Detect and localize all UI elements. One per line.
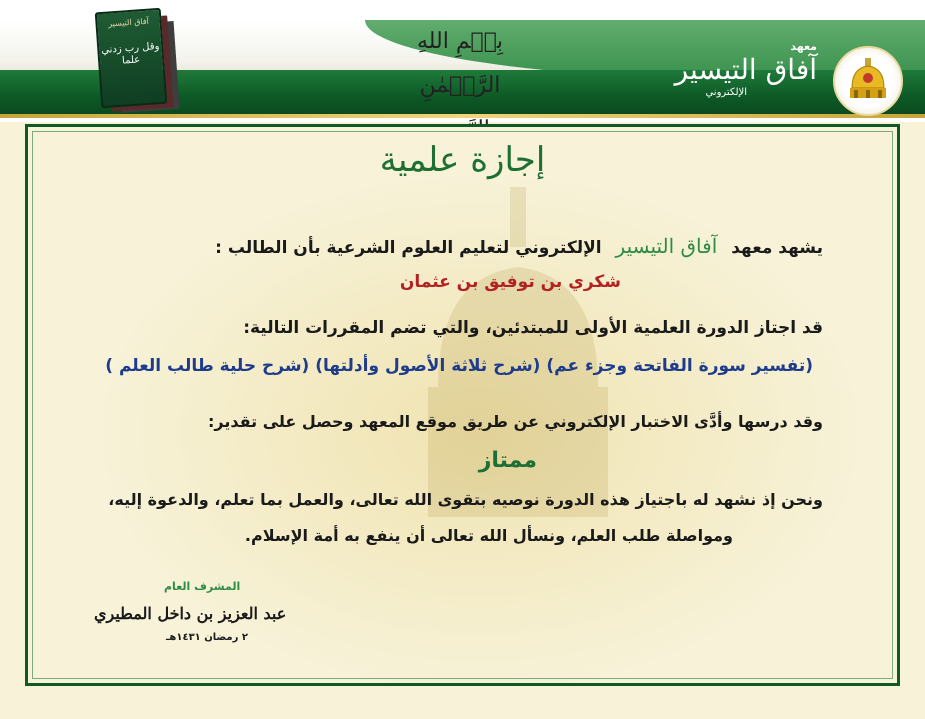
certificate-title: إجازة علمية	[379, 140, 546, 180]
institute-emblem	[833, 46, 903, 116]
signature-date: ٢ رمضان ١٤٣١هـ	[166, 632, 248, 643]
inline-brand-name: آفاق التيسير	[615, 234, 718, 258]
passed-statement: قد اجتاز الدورة العلمية الأولى للمبتدئين، والتي تضم المقررات التالية:	[243, 318, 823, 338]
book-verse: وقل رب زدني علما	[100, 41, 160, 67]
student-name: شكري بن توفيق بن عثمان	[399, 272, 621, 292]
logo-prefix: معهد	[790, 40, 817, 53]
logo-suffix: الإلكتروني	[705, 87, 747, 98]
exam-statement: وقد درسها وأدَّى الاختبار الإلكتروني عن طريق موقع المعهد وحصل على تقدير:	[208, 412, 823, 431]
advice-line-2: ومواصلة طلب العلم، ونسأل الله تعالى أن ينفع به أمة الإسلام.	[244, 526, 733, 545]
certificate-frame	[25, 124, 900, 686]
mosque-dome-icon	[848, 58, 888, 102]
header-banner	[0, 0, 925, 122]
logo-name: آفاق التيسير	[674, 53, 817, 86]
book-title: آفاق التيسير	[107, 16, 150, 29]
grade-value: ممتاز	[478, 448, 537, 473]
certify-after: الإلكتروني لتعليم العلوم الشرعية بأن الطالب :	[215, 238, 602, 258]
certify-before: يشهد معهد	[731, 238, 823, 258]
bismillah-calligraphy: بِسۡمِ اللهِ الرَّحۡمٰنِ	[416, 29, 504, 98]
supervisor-role: المشرف العام	[164, 580, 241, 593]
courses-list: (تفسير سورة الفاتحة وجزء عم) (شرح ثلاثة الأصول وأدلتها) (شرح حلية طالب العلم )	[105, 356, 813, 376]
advice-line-1: ونحن إذ نشهد له باجتياز هذه الدورة نوصيه بتقوى الله تعالى، والعمل بما تعلم، والدعوة إليه،	[108, 490, 823, 509]
bottom-margin	[0, 700, 925, 719]
supervisor-name: عبد العزيز بن داخل المطيري	[94, 604, 287, 623]
institute-logo-text	[617, 40, 817, 110]
certify-statement	[215, 234, 823, 258]
book-stack-image	[95, 8, 168, 108]
